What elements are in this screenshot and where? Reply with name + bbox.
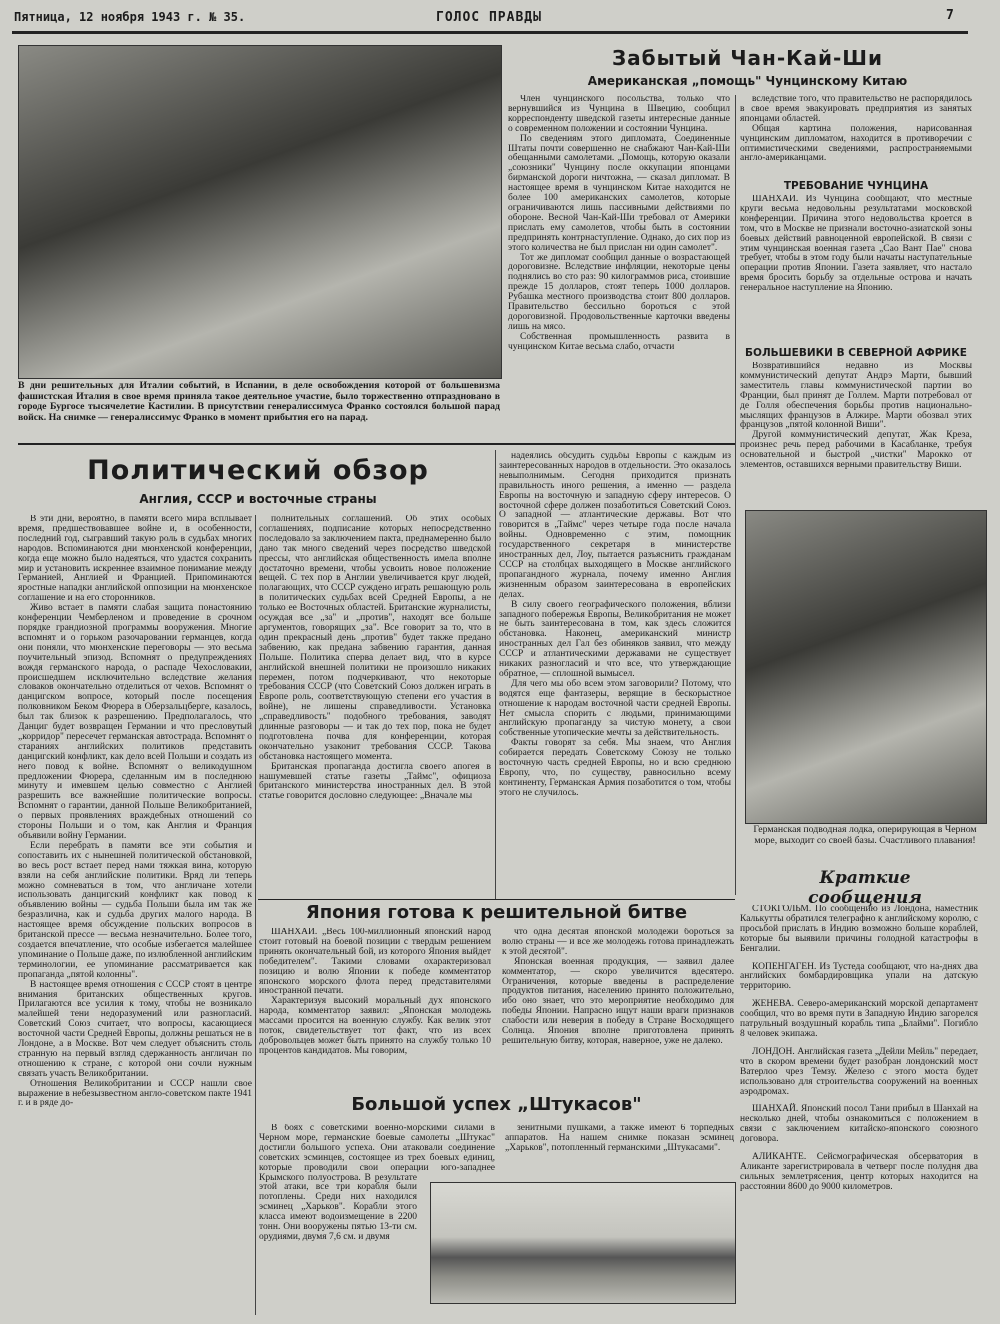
paragraph: Характеризуя высокий моральный дух японского народа, комментатор заявил: „Японская молодежь массами просится на военную службу. Как велик этот поток, свидетельствует тот факт, что из всех добровольцев может быть принято на службу только 10 процентов кандидатов. Мы говорим, [259,996,491,1056]
brief-item: АЛИКАНТЕ. Сейсмографическая обсерватория в Аликанте зарегистрировала в четверг после полудня два сильных землетрясения, центр которых находится на расстоянии 8600 до 9000 километров. [740,1152,978,1192]
paragraph: полнительных соглашений. Об этих особых соглашениях, подписание которых непосредственно последовало за заключением пакта, преднамеренно было дано так много сведений через посредство шведской прессы, что английская общественность имела вполне достаточно времени, чтобы усвоить новое положение вещей. С тех пор в Англии увеличивается круг людей, полагающих, что СССР суждено играть решающую роль в политических судьбах всей Средней Европы, а не только ее Восточных областей. Британские журналисты, осуждая все „за" и „против", находят все больше аргументов, говорящих „за". Все говорит за то, что в один прекрасный день „против" будет также предано забвению, как предана забвению гарантия, данная Польше. Политика сперва делает вид, что в курсе английской внешней политики не произошло никаких перемен, потом подчеркивают, что некоторые требования СССР (что Советский Союз должен играть в Европе роль, соответствующую степени его участия в войне), не лишены справедливости. Установка „справедливость" подобного требования, заводят длинные разговоры — и так до тех пор, пока не будет подготовлена почва для конференции, которая окончательно узаконит требования СССР. Такова обстановка настоящего момента. [259,515,491,762]
submarine-photo [745,510,987,824]
parade-photo-caption: В дни решительных для Италии событий, в Испании, в деле освобождения которой от большевизма фашистская Италия в свое время приняла такое деятельное участие, было торжественно отпраздновано в городе Бургосе тысячелетие Кастилии. В присутствии генералиссимуса Франко состоялся большой парад войск. На снимке — генералиссимус Франко в момент прибытия его на парад. [18,380,500,423]
paragraph: Факты говорят за себя. Мы знаем, что Англия собирается передать Советскому Союзу не только восточную часть средней Европы, но и всю среднюю Европу, что, по существу, равносильно всему континенту, Германская Армия позаботится о том, чтобы этого не случилось. [499,738,731,798]
chiang-col1 [508,95,730,440]
chungking-demand-title: ТРЕБОВАНИЕ ЧУНЦИНА [783,180,929,192]
review-subtitle: Англия, СССР и восточные страны [139,492,377,506]
paragraph: вследствие того, что правительство не распорядилось в свое время эвакуировать предприятия из занятых японцами областей. [740,95,972,124]
paragraph: Британская пропаганда достигла своего апогея в нашумевшей статье газеты „Таймс", официоза британского министерства иностранных дел. В этой статье говорится дословно следующее: „Вначале мы [259,761,491,802]
parade-photo [18,45,502,379]
chungking-demand-text [740,195,972,343]
paragraph: В настоящее время отношения с СССР стоят в центре внимания британских общественных кругов. Прилагаются все усилия к тому, чтобы не возникало малейшей тени недоразумений или разногласий. Советский Союз считает, что вопросы, касающиеся восточной части Средней Европы, должны решаться не в Лондоне, а в Москве. Вот чем следует объяснить столь странную на первый взгляд сдержанность англичан по отношению к стране, с которой они сочли нужным связать участь Великобритании. [18,979,252,1079]
paragraph: В боях с советскими военно-морскими силами в Черном море, германские боевые самолеты „Штукас" достигли большого успеха. Они атаковали соединение советских эсминцев, состоящее из трех боевых единиц, которые проводили свои операции юго-западнее Крымского полуострова. В результате этой атаки, все три корабля были потоплены. Среди них находился эсминец „Харьков". Корабли этого класса имеют водоизмещение в 2200 тонн. Они вооружены пятью 13-ти см. орудиями, двумя 7,6 см. и двумя [259,1124,495,1242]
brief-item: ЖЕНЕВА. Северо-американский морской департамент сообщил, что во время пути в Западную Индию загорелся патрульный воздушный корабль типа „Блайми". Погибло 8 человек экипажа. [740,999,978,1039]
paragraph: ШАНХАЙ. Из Чунцина сообщают, что местные круги весьма недовольны результатами московской конференции. Причина этого недовольства кроется в том, что в Москве не признали восточно-азиатской зоны боевых действий равноценной европейской. В связи с этим чунцинская военная газета „Сао Вант Пае" снова требует, чтобы в этом году были начаты наступательные операции против Японии. Газета заявляет, что настало время бросить борьбу за отдельные острова и начать генеральное наступление на Японию. [740,195,972,294]
brief-item: КОПЕНГАГЕН. Из Тустеда сообщают, что на-днях два английских бомбардировщика упали на датскую территорию. [740,961,978,992]
column-rule [495,450,496,900]
paragraph: Собственная промышленность развита в чунцинском Китае весьма слабо, отчасти [508,331,730,352]
paragraph: Тот же дипломат сообщил данные о возрастающей дороговизне. Вследствие инфляции, некоторые цены поднялись во сто раз: 90 килограммов риса, стоившие прежде 15 долларов, стоят теперь 1000 долларов. Рубашка местного производства стоит 800 долларов. Правительство бессильно бороться с этой дороговизной. Продовольственные карточки введены лишь на мясо. [508,252,730,332]
review-col2 [259,515,491,899]
brief-item: СТОКГОЛЬМ. По сообщению из Лондона, наместник Калькутты обратился телеграфно к английскому королю, с просьбой прислать в Индию возможно больше кораблей, которые бы выявили причины голодной катастрофы в Бенгалии. [740,905,978,954]
paragraph: Член чунцинского посольства, только что вернувшийся из Чунцина в Швецию, сообщил корреспонденту шведской газеты интересные данные о современном положении и состоянии Чунцина. [508,95,730,134]
japan-col2 [502,928,734,1090]
column-rule [255,515,256,1315]
section-rule [18,443,735,445]
stukas-col2 [505,1124,734,1174]
paragraph: Отношения Великобритании и СССР нашли свое выражение в небезызвестном англо-советском пакте 1941 г. и в ряде до- [18,1078,252,1109]
africa-text [740,362,972,502]
destroyer-photo [430,1182,736,1304]
paragraph: По сведениям этого дипломата, Соединенные Штаты почти совершенно не снабжают Чан-Кай-Ши обещанными самолетами. „Помощь, которую оказали „союзники" Чунцину после оккупации японцами бирманской дороги ничтожна, — сказал дипломат. В настоящее время в чунцинском Китае находится не более 100 американских самолетов, которые ограничиваются лишь пассивными действиями по обороне. Весной Чан-Кай-Ши требовал от Америки прислать ему самолетов, чтобы быть в состоянии предпринять контрнаступление. Однако, до сих пор из этого количества не был прислан ни один самолет". [508,133,730,253]
review-title: Политический обзор [87,455,429,486]
review-col3 [499,452,731,899]
section-rule [258,899,735,900]
submarine-photo-caption: Германская подводная лодка, оперирующая в Черном море, выходит со своей базы. Счастливого плавания! [753,824,977,846]
paragraph: В эти дни, вероятно, в памяти всего мира всплывает время, предшествовавшее войне и, в особенности, последний год, сыгравший такую роль в судьбах многих народов. Вспоминаются дни мюнхенской конференции, когда еще можно было надеяться, что удастся сохранить мир и установить искреннее взаимное понимание между Германией, Англией и Францией. Припоминаются яростные нападки английской оппозиции на мюнхенское соглашение и на его сторонников. [18,515,252,604]
chiang-col2 [740,95,972,177]
paragraph: Возвратившийся недавно из Москвы коммунистический депутат Андрэ Марти, бывший заместитель главы коммунистической партии во Франции, был принят де Голлем. Марти потребовал от де Голля обеспечения борьбы против национально-мыслящих французов в Алжире. Марти обозвал этих французов „пятой колонной Виши". [740,362,972,431]
paragraph: Живо встает в памяти слабая защита понастоянию конференции Чемберленом и проведение в срочном порядке грандиозной программы вооружения. Многие вспомнят и о горьком разочаровании германцев, когда они поняли, что мюнхенские переговоры — это весьма поучительный эпизод. Вспомнят о предупреждениях вождя германского народа, о распаде Чехословакии, происшедшем исключительно вследствие желания словаков окончательно отделиться от чехов. Вспомнят о данцигском вопросе, который после посещения полковником Беком Фюрера в Оберзальцберге, казалось, был так близок к разрешению. Предполагалось, что Данциг будет возвращен Германии и что пресловутый „корридор" пересечет германская автострада. Вспомнят о старанияx английских политиков представить данцигский конфликт, как дело всей Польши и создать из него повод к войне. Вспомнят о великодушном предложении Фюрера, сделанным им в последнюю минуту и имевшем целью совместно с Англией разрешить все важнейшие политические вопросы. Вспомнят о гарантии, данной Польше Великобританией, о первых проявлениях враждебных отношений со стороны Польши и о том, как Англия и Франция объявили войну Германии. [18,603,252,841]
paragraph: Общая картина положения, нарисованная чунцинским дипломатом, находится в противоречии с оптимистическими сведениями, распространяемыми англо-американцами. [740,123,972,164]
paragraph: ШАНХАЙ. „Весь 100-миллионный японский народ стоит готовый на боевой позиции с твердым решением принять окончательный бой, из которого Япония выйдет победителем". Такими словами охарактеризовал позицию и волю Японии к победе комментатор японского морского флота перед представителями иностранной печати. [259,928,491,997]
review-col1 [18,515,252,1320]
masthead-date: Пятница, 12 ноября 1943 г. № 35. [14,10,246,24]
paragraph: зенитными пушками, а также имеют 6 торпедных аппаратов. На нашем снимке показан эсминец „Харьков", потопленный германскими „Штукасами". [505,1124,734,1153]
paragraph: Японская военная продукция, — заявил далее комментатор, — скоро увеличится вдесятеро. Ограничения, которые введены в распределение продуктов питания, населению принято положительно, ибо оно знает, что это мероприятие необходимо для победы Японии. Напрасно ищут наши враги признаков слабости или неверия в победу в Стране Восходящего Солнца. Япония вполне приготовлена принять решительную битву, которая, наверное, уже не далеко. [502,956,734,1046]
paragraph: что одна десятая японской молодежи бороться за волю страны — и все же молодежь готова принадлежать к этой десятой". [502,928,734,957]
briefs-list [740,905,978,1320]
paragraph: Если перебрать в памяти все эти события и сопоставить их с нынешней политической обстановкой, во весь рост встает перед нами тяжкая вина, которую взяли на себя английские политики. Вряд ли теперь можно сомневаться в том, что англичане хотели использовать данцигский конфликт как повод к объявлению войны — судьба Польши была им так же безразлична, как и судьба других малого народа. В настоящее время обсуждение польских вопросов в британской прессе — весьма незначительно. Более того, создается впечатление, что особые избегается малейшее упоминание о Польше даже, по излюбленной английским терминологии, ее упоминание рассматривается как пропаганда „пятой колонны". [18,840,252,980]
chiang-subtitle: Американская „помощь" Чунцинскому Китаю [587,74,908,88]
stukas-title: Большой успех „Штукасов" [351,1094,642,1115]
column-rule [735,95,736,895]
paragraph: В силу своего географического положения, вблизи западного побережья Европы, Великобритания не может не быть заинтересована в том, как здесь сложится обстановка. Наконец, американский министр иностранных дел Гал без обиняков заявил, что между СССР и атлантическими державами не существует никаких разногласий и что все, что утверждающие обратное, — сплошной вымысел. [499,599,731,679]
masthead-title: ГОЛОС ПРАВДЫ [436,10,542,25]
japan-title: Япония готова к решительной битве [305,902,688,923]
page-number: 7 [946,8,954,23]
japan-col1 [259,928,491,1090]
paragraph: надеялись обсудить судьбы Европы с каждым из заинтересованных народов в отдельности. Это оказалось невыполнимым. Сегодня приходится признать правильность иного решения, а именно — раздела Европы на восточную и западную сферу интересов. О восточной сфере должен позаботиться Советский Союз. О западной — атлантические державы. Вот что говорится в „Таймс" через четыре года после начала войны. Одновременно с этим, помощник государственного секретаря в министерстве иностранных дел, Лоу, пытается разъяснить гражданам СССР на столбцах выходящего в Москве английского пропагандного журнала, почему именно Англия жизненным образом заинтересована в европейских делах. [499,452,731,600]
africa-title: БОЛЬШЕВИКИ В СЕВЕРНОЙ АФРИКЕ [745,347,967,359]
masthead-rule [12,31,968,34]
brief-item: ЛОНДОН. Английская газета „Дейли Мейль" передает, что в скором времени будет разобран лондонский мост Ватерлоо чрез Темзу. Железо с этого моста будет использовано для строительства сооружений на военных аэродромах. [740,1046,978,1097]
paragraph: Другой коммунистический депутат, Жак Креза, произнес речь перед рабочими в Касабланке, требуя основательной и быстрой „чистки" Марокко от элементов, оставшихся верными правительству Виши. [740,430,972,471]
briefs-title: Краткие сообщения [808,868,922,908]
chiang-title: Забытый Чан-Кай-Ши [611,46,884,70]
paragraph: Для чего мы обо всем этом заговорили? Потому, что водятся еще фантазеры, верящие в бескорыстное отношение к народам восточной части средней Европы. Нет смысла спорить с людьми, принимающими английскую пропаганду за чистую монету, а свои собственные утопические мечты за действительность. [499,678,731,739]
brief-item: ШАНХАЙ. Японский посол Тани прибыл в Шанхай на несколько дней, чтобы ознакомиться с положением в связи с заключением китайско-японского союзного договора. [740,1104,978,1145]
